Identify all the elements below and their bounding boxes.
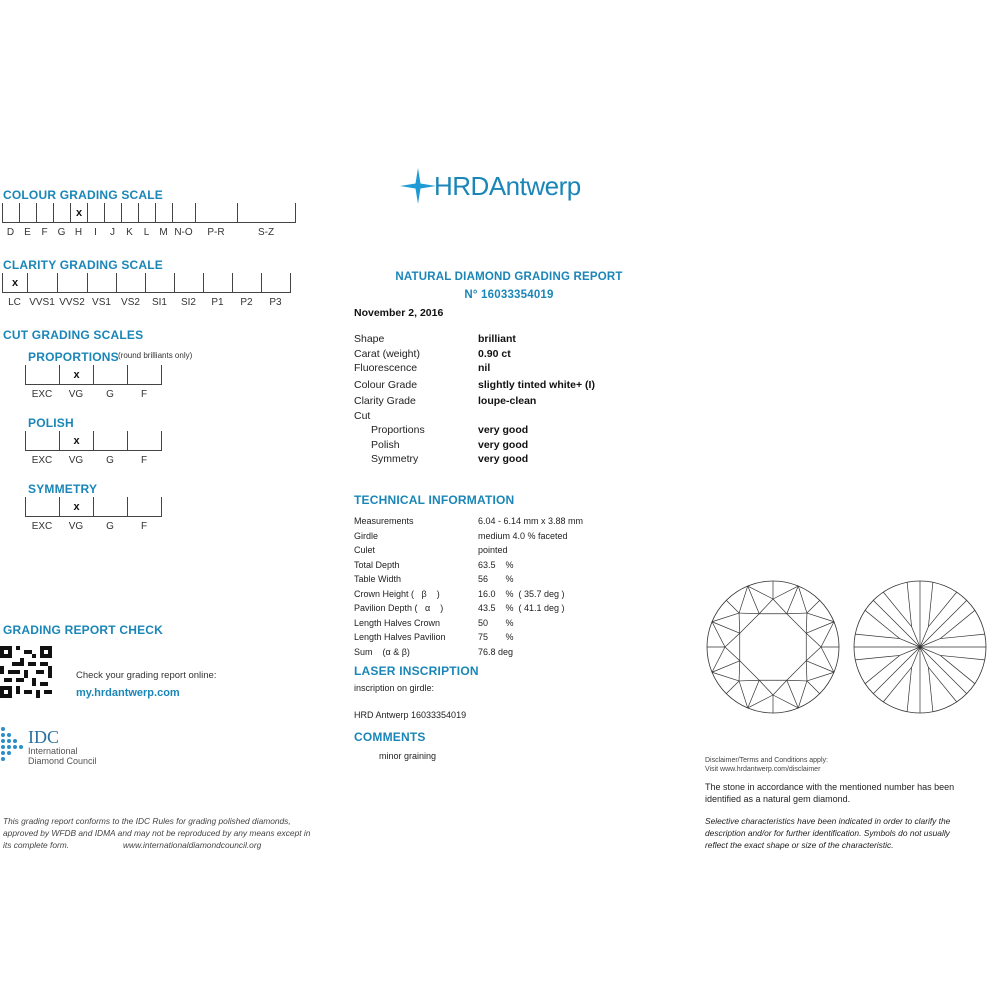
colour-label-g: G [57,227,66,238]
symmetry-box-f [128,497,162,516]
diamond-crown-diagram [705,579,841,715]
report-label-clarity-grade: Clarity Grade [354,395,416,407]
symmetry-label-g: G [106,521,114,532]
tech-value-7: 50 % [478,617,514,628]
hrd-logo [398,166,581,206]
idc-abbr: IDC [28,727,59,747]
polish-box-exc [26,431,60,450]
proportions-box-g [94,365,128,384]
diamond-pavilion-diagram [852,579,988,715]
colour-box-j [105,203,122,222]
symmetry-label-exc: EXC [31,521,53,532]
report-value-proportions: very good [478,424,529,436]
check-online-text: Check your grading report online: [76,670,217,681]
proportions-label-vg: VG [68,389,84,400]
logo-text: HRDAntwerp [434,170,581,201]
tech-value-0: 6.04 - 6.14 mm x 3.88 mm [478,516,584,526]
report-value-symmetry: very good [478,453,529,465]
tech-value-5: 16.0 % ( 35.7 deg ) [478,588,565,599]
technical-title: TECHNICAL INFORMATION [354,493,515,507]
colour-label-m: M [159,227,168,238]
colour-label-n-o: N-O [174,227,193,238]
polish-box-f [128,431,162,450]
polish-label-f: F [140,455,148,466]
clarity-label-vs1: VS1 [92,297,111,308]
colour-box-d [3,203,20,222]
sel-line2: description and/or for further identification. Symbols do not usually [705,828,950,838]
proportions-box-vg: x [60,365,94,384]
proportions-box-exc [26,365,60,384]
symmetry-box-exc [26,497,60,516]
clarity-label-p1: P1 [211,297,224,308]
report-title: NATURAL DIAMOND GRADING REPORT [395,271,623,283]
note-line1: This grading report conforms to the IDC Rules for grading polished diamonds, [3,816,291,826]
clarity-box-si2 [175,273,204,292]
clarity-box-si1 [146,273,175,292]
polish-labels [25,455,161,466]
colour-label-l: L [143,227,150,238]
disclaimer-line1: Disclaimer/Terms and Conditions apply: [705,757,828,764]
proportions-title: PROPORTIONS [28,350,119,364]
clarity-label-lc: LC [8,297,21,308]
laser-title: LASER INSCRIPTION [354,664,479,678]
colour-label-s-z: S-Z [257,227,275,238]
report-value-clarity-grade: loupe-clean [478,395,537,407]
clarity-label-si1: SI1 [151,297,167,308]
clarity-box-vvs2 [58,273,88,292]
note-line3: its complete form. [3,840,70,850]
tech-value-9: 76.8 deg [478,646,514,657]
colour-box-g [54,203,71,222]
stone-identification [705,781,954,805]
polish-label-g: G [106,455,114,466]
proportions-label-f: F [140,389,148,400]
polish-box-g [94,431,128,450]
clarity-box-vvs1 [28,273,58,292]
check-url-link[interactable]: my.hrdantwerp.com [76,687,180,699]
report-value-carat-weight-: 0.90 ct [478,348,511,360]
colour-label-p-r: P-R [207,227,225,238]
tech-label-7: Length Halves Crown [354,617,441,628]
idc-line2: Diamond Council [28,756,97,766]
polish-label-exc: EXC [31,455,53,466]
report-value-fluorescence: nil [478,362,491,374]
star-icon [398,166,438,206]
colour-label-h: H [74,227,83,238]
tech-value-1: medium 4.0 % faceted [478,530,568,541]
tech-label-5: Crown Height ( β ) [354,588,440,599]
colour-box-n-o [173,203,196,222]
tech-value-6: 43.5 % ( 41.1 deg ) [478,603,565,613]
clarity-scale-boxes [2,273,291,293]
clarity-label-p3: P3 [269,297,282,308]
report-label-cut: Cut [354,410,371,422]
report-label-fluorescence: Fluorescence [354,362,418,374]
tech-label-0: Measurements [354,516,414,526]
tech-label-9: Sum (α & β) [354,646,410,657]
colour-scale-labels [2,227,295,238]
clarity-box-vs1 [88,273,117,292]
symmetry-title: SYMMETRY [28,482,98,496]
colour-box-l [139,203,156,222]
colour-scale-boxes [2,203,296,223]
clarity-label-vvs2: VVS2 [59,297,85,308]
clarity-scale-title: CLARITY GRADING SCALE [3,258,163,272]
report-label-polish: Polish [371,439,400,451]
colour-box-e [20,203,37,222]
proportions-label-g: G [106,389,114,400]
stone-line2: identified as a natural gem diamond. [705,794,851,804]
clarity-box-vs2 [117,273,146,292]
sel-line3: reflect the exact shape or size of the characteristic. [705,840,894,850]
polish-box-vg: x [60,431,94,450]
colour-box-p-r [196,203,238,222]
report-label-carat-weight-: Carat (weight) [354,348,420,360]
cut-scales-title: CUT GRADING SCALES [3,328,144,342]
report-value-shape: brilliant [478,333,516,345]
colour-label-d: D [6,227,15,238]
colour-box-s-z [238,203,296,222]
polish-label-vg: VG [68,455,84,466]
idc-dots-icon [0,726,26,762]
tech-label-6: Pavilion Depth ( α ) [354,603,444,613]
sel-line1: Selective characteristics have been indicated in order to clarify the [705,816,951,826]
note-url[interactable]: www.internationaldiamondcouncil.org [123,840,262,850]
colour-label-k: K [126,227,133,238]
symmetry-box-vg: x [60,497,94,516]
clarity-box-p2 [233,273,262,292]
report-date: November 2, 2016 [354,307,444,319]
laser-text2: HRD Antwerp 16033354019 [354,710,467,720]
report-label-colour-grade: Colour Grade [354,379,418,391]
colour-label-e: E [24,227,31,238]
tech-value-3: 63.5 % [478,559,514,570]
report-label-proportions: Proportions [371,424,425,436]
grading-report-check-title: GRADING REPORT CHECK [3,623,164,637]
tech-label-3: Total Depth [354,559,400,570]
stone-line1: The stone in accordance with the mentioned number has been [705,782,955,792]
disclaimer-line2[interactable]: Visit www.hrdantwerp.com/disclaimer [705,766,821,773]
idc-line1: International [28,746,78,756]
note-line2: approved by WFDB and IDMA and may not be reproduced by any means except in [3,828,311,838]
report-value-polish: very good [478,439,529,451]
polish-boxes [25,431,162,451]
idc-logo [0,726,97,766]
colour-scale-title: COLOUR GRADING SCALE [3,188,163,202]
colour-label-f: F [41,227,48,238]
report-label-shape: Shape [354,333,385,345]
qr-code[interactable] [0,646,52,698]
tech-value-4: 56 % [478,574,514,584]
clarity-box-lc: x [3,273,28,292]
colour-box-m [156,203,173,222]
clarity-box-p3 [262,273,291,292]
colour-box-i [88,203,105,222]
tech-label-1: Girdle [354,530,379,541]
colour-box-k [122,203,139,222]
symmetry-label-vg: VG [68,521,84,532]
polish-title: POLISH [28,416,74,430]
proportions-box-f [128,365,162,384]
report-value-colour-grade: slightly tinted white+ (I) [478,379,595,391]
report-label-symmetry: Symmetry [371,453,419,465]
proportions-label-exc: EXC [31,389,53,400]
clarity-label-si2: SI2 [180,297,196,308]
clarity-label-vs2: VS2 [121,297,140,308]
colour-box-h: x [71,203,88,222]
clarity-box-p1 [204,273,233,292]
comments-title: COMMENTS [354,730,426,744]
colour-box-f [37,203,54,222]
symmetry-box-g [94,497,128,516]
clarity-label-vvs1: VVS1 [29,297,55,308]
proportions-note: (round brilliants only) [118,351,193,360]
clarity-scale-labels [2,297,290,308]
selective-characteristics-note [705,815,950,851]
symmetry-boxes [25,497,162,517]
report-number: N° 16033354019 [464,289,554,301]
comments-text: minor graining [379,751,437,761]
tech-label-8: Length Halves Pavilion [354,632,446,642]
tech-label-2: Culet [354,545,376,555]
tech-value-8: 75 % [478,632,514,642]
proportions-boxes [25,365,162,385]
clarity-label-p2: P2 [240,297,253,308]
colour-label-i: I [94,227,97,238]
tech-label-4: Table Width [354,574,402,584]
laser-text1: inscription on girdle: [354,683,435,693]
symmetry-labels [25,521,161,532]
idc-conformity-note [3,815,333,851]
symmetry-label-f: F [140,521,148,532]
proportions-labels [25,389,161,400]
tech-value-2: pointed [478,545,508,555]
colour-label-j: J [110,227,115,238]
